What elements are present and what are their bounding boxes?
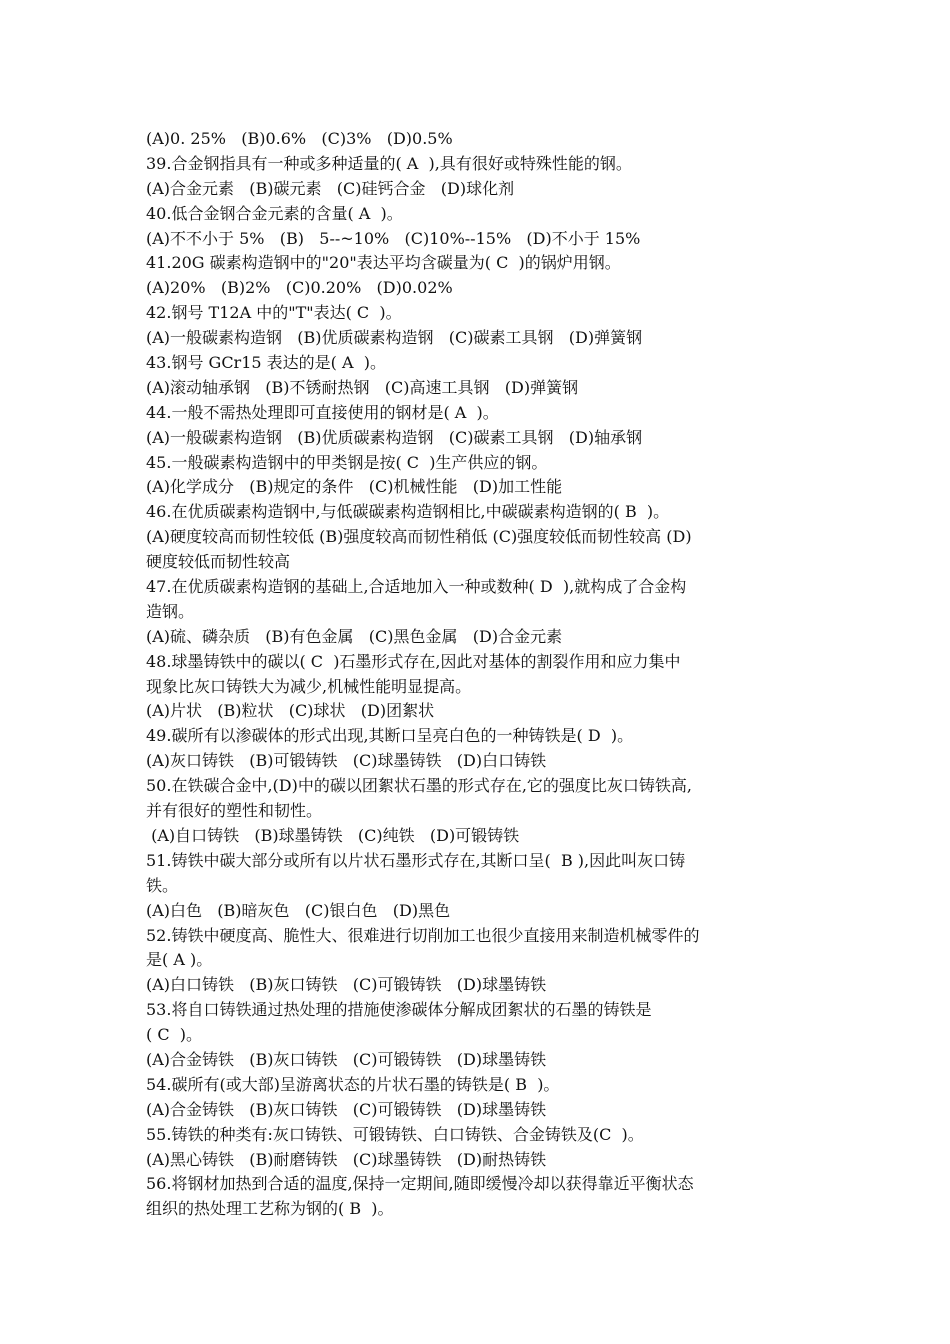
answer-options: (A)化学成分 (B)规定的条件 (C)机械性能 (D)加工性能 <box>146 477 563 497</box>
question-53-continued: ( C )。 <box>146 1025 202 1045</box>
question-51-continued: 铁。 <box>146 875 179 895</box>
answer-options-continued: 硬度较低而韧性较高 <box>146 552 291 572</box>
question-48-continued: 现象比灰口铸铁大为减少,机械性能明显提高。 <box>146 676 472 696</box>
answer-options: (A)黑心铸铁 (B)耐磨铸铁 (C)球墨铸铁 (D)耐热铸铁 <box>146 1149 547 1169</box>
answer-options: (A)白色 (B)暗灰色 (C)银白色 (D)黑色 <box>146 900 451 920</box>
question-49: 49.碳所有以渗碳体的形式出现,其断口呈亮白色的一种铸铁是( D )。 <box>146 726 634 746</box>
answer-options: (A)一般碳素构造钢 (B)优质碳素构造钢 (C)碳素工具钢 (D)轴承钢 <box>146 427 643 447</box>
answer-options: (A)合金铸铁 (B)灰口铸铁 (C)可锻铸铁 (D)球墨铸铁 <box>146 1099 547 1119</box>
answer-options: (A)合金铸铁 (B)灰口铸铁 (C)可锻铸铁 (D)球墨铸铁 <box>146 1049 547 1069</box>
question-53: 53.将自口铸铁通过热处理的措施使渗碳体分解成团絮状的石墨的铸铁是 <box>146 1000 652 1020</box>
answer-options: (A)硫、磷杂质 (B)有色金属 (C)黑色金属 (D)合金元素 <box>146 626 563 646</box>
question-47: 47.在优质碳素构造钢的基础上,合适地加入一种或数种( D ),就构成了合金构 <box>146 577 687 597</box>
question-42: 42.钢号 T12A 中的"T"表达( C )。 <box>146 303 402 323</box>
question-51: 51.铸铁中碳大部分或所有以片状石墨形式存在,其断口呈( B ),因此叫灰口铸 <box>146 850 686 870</box>
answer-options: (A)不不小于 5% (B) 5--~10% (C)10%--15% (D)不小于 15% <box>146 228 641 248</box>
answer-options: (A)灰口铸铁 (B)可锻铸铁 (C)球墨铸铁 (D)白口铸铁 <box>146 751 547 771</box>
answer-options: (A)白口铸铁 (B)灰口铸铁 (C)可锻铸铁 (D)球墨铸铁 <box>146 975 547 995</box>
answer-options: (A)自口铸铁 (B)球墨铸铁 (C)纯铁 (D)可锻铸铁 <box>146 825 520 845</box>
question-50: 50.在铁碳合金中,(D)中的碳以团絮状石墨的形式存在,它的强度比灰口铸铁高, <box>146 776 693 796</box>
question-41: 41.20G 碳素构造钢中的"20"表达平均含碳量为( C )的锅炉用钢。 <box>146 253 621 273</box>
question-45: 45.一般碳素构造钢中的甲类钢是按( C )生产供应的钢。 <box>146 452 548 472</box>
question-40: 40.低合金钢合金元素的含量( A )。 <box>146 203 403 223</box>
question-43: 43.钢号 GCr15 表达的是( A )。 <box>146 353 386 373</box>
question-46: 46.在优质碳素构造钢中,与低碳碳素构造钢相比,中碳碳素构造钢的( B )。 <box>146 502 670 522</box>
question-54: 54.碳所有(或大部)呈游离状态的片状石墨的铸铁是( B )。 <box>146 1074 560 1094</box>
question-52-continued: 是( A )。 <box>146 950 213 970</box>
text-line: (A)0. 25% (B)0.6% (C)3% (D)0.5% <box>146 129 453 148</box>
question-47-continued: 造钢。 <box>146 601 195 621</box>
question-56-continued: 组织的热处理工艺称为钢的( B )。 <box>146 1199 394 1219</box>
answer-options: (A)滚动轴承钢 (B)不锈耐热钢 (C)高速工具钢 (D)弹簧钢 <box>146 377 579 397</box>
answer-options: (A)片状 (B)粒状 (C)球状 (D)团絮状 <box>146 701 435 721</box>
answer-options: (A)20% (B)2% (C)0.20% (D)0.02% <box>146 278 453 298</box>
document-page <box>146 127 810 1222</box>
answer-options: (A)一般碳素构造钢 (B)优质碳素构造钢 (C)碳素工具钢 (D)弹簧钢 <box>146 328 643 348</box>
question-39: 39.合金钢指具有一种或多种适量的( A ),具有很好或特殊性能的钢。 <box>146 153 632 173</box>
question-50-continued: 并有很好的塑性和韧性。 <box>146 801 323 821</box>
answer-options: (A)硬度较高而韧性较低 (B)强度较高而韧性稍低 (C)强度较低而韧性较高 (D) <box>146 527 692 547</box>
question-52: 52.铸铁中硬度高、脆性大、很难进行切削加工也很少直接用来制造机械零件的 <box>146 925 700 945</box>
question-48: 48.球墨铸铁中的碳以( C )石墨形式存在,因此对基体的割裂作用和应力集中 <box>146 651 681 671</box>
question-56: 56.将钢材加热到合适的温度,保持一定期间,随即缓慢冷却以获得靠近平衡状态 <box>146 1174 694 1194</box>
question-55: 55.铸铁的种类有:灰口铸铁、可锻铸铁、白口铸铁、合金铸铁及(C )。 <box>146 1124 644 1144</box>
answer-options: (A)合金元素 (B)碳元素 (C)硅钙合金 (D)球化剂 <box>146 178 515 198</box>
question-44: 44.一般不需热处理即可直接使用的钢材是( A )。 <box>146 402 499 422</box>
